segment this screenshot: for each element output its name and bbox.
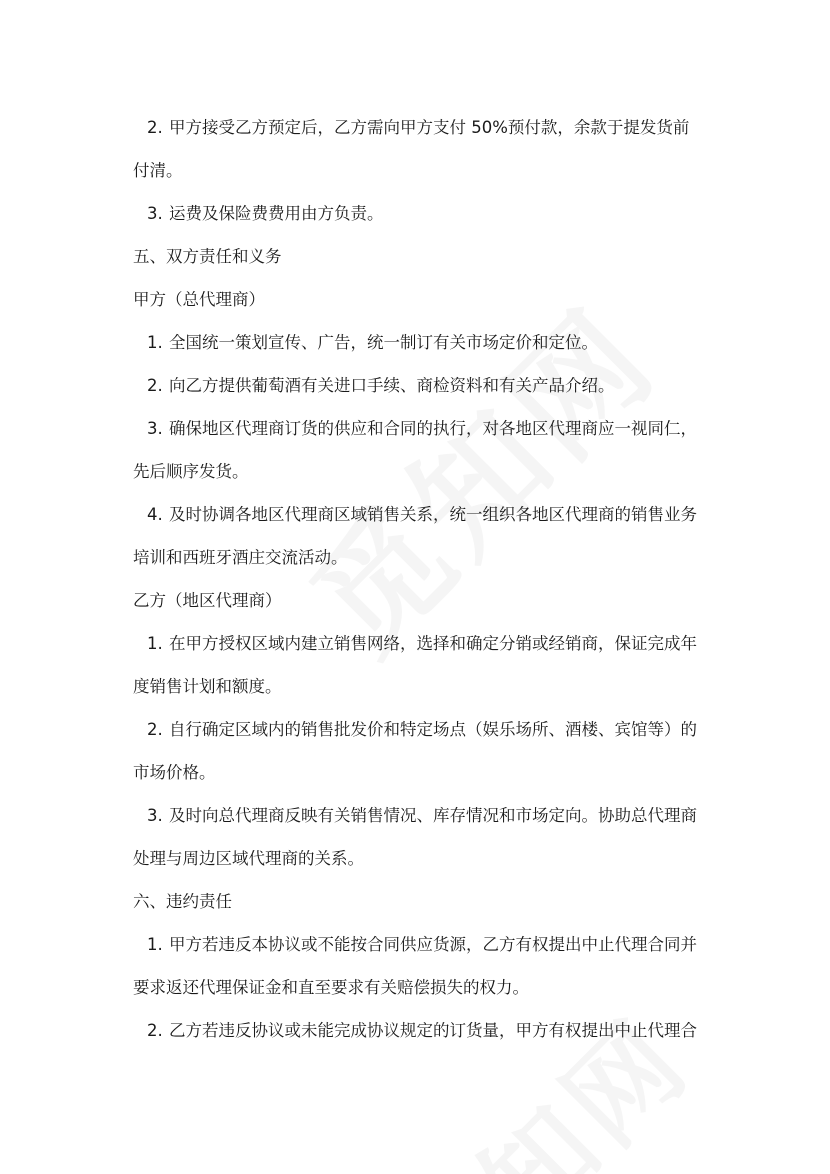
paragraph-line [133,1009,713,1052]
item-number: 2. [147,376,163,395]
line-text: 处理与周边区域代理商的关系。 [133,849,364,868]
line-text: 五、双方责任和义务 [133,247,282,266]
paragraph-line [133,751,713,794]
line-text: 自行确定区域内的销售批发价和特定场点（娱乐场所、酒楼、宾馆等）的 [169,720,697,739]
line-text: 乙方（地区代理商） [133,591,282,610]
document-body [133,106,713,1052]
line-text: 培训和西班牙酒庄交流活动。 [133,548,348,567]
item-number: 3. [147,806,163,825]
line-text: 甲方若违反本协议或不能按合同供应货源，乙方有权提出中止代理合同并 [169,935,697,954]
item-number: 1. [147,333,163,352]
paragraph-line [133,321,713,364]
paragraph-line [133,622,713,665]
line-text: 甲方接受乙方预定后，乙方需向甲方支付 50%预付款，余款于提发货前 [169,118,690,137]
paragraph-line [133,364,713,407]
item-number: 1. [147,634,163,653]
line-text: 甲方（总代理商） [133,290,265,309]
section-heading [133,235,713,278]
item-number: 2. [147,118,163,137]
paragraph-line [133,536,713,579]
line-text: 付清。 [133,161,183,180]
line-text: 及时协调各地区代理商区域销售关系，统一组织各地区代理商的销售业务 [169,505,697,524]
line-text: 要求返还代理保证金和直至要求有关赔偿损失的权力。 [133,978,529,997]
line-text: 向乙方提供葡萄酒有关进口手续、商检资料和有关产品介绍。 [169,376,615,395]
item-number: 2. [147,720,163,739]
item-number: 1. [147,935,163,954]
item-number: 4. [147,505,163,524]
paragraph-line [133,665,713,708]
line-text: 乙方若违反协议或未能完成协议规定的订货量，甲方有权提出中止代理合 [169,1021,697,1040]
line-text: 度销售计划和额度。 [133,677,282,696]
section-heading [133,880,713,923]
line-text: 先后顺序发货。 [133,462,249,481]
paragraph-line [133,837,713,880]
line-text: 及时向总代理商反映有关销售情况、库存情况和市场定向。协助总代理商 [169,806,697,825]
paragraph-line [133,106,713,149]
subsection-heading [133,579,713,622]
paragraph-line [133,149,713,192]
line-text: 全国统一策划宣传、广告，统一制订有关市场定价和定位。 [169,333,598,352]
line-text: 运费及保险费费用由方负责。 [169,204,384,223]
paragraph-line [133,923,713,966]
line-text: 六、违约责任 [133,892,232,911]
paragraph-line [133,966,713,1009]
paragraph-line [133,192,713,235]
paragraph-line [133,450,713,493]
paragraph-line [133,708,713,751]
paragraph-line [133,407,713,450]
item-number: 3. [147,204,163,223]
item-number: 2. [147,1021,163,1040]
subsection-heading [133,278,713,321]
line-text: 在甲方授权区域内建立销售网络，选择和确定分销或经销商，保证完成年 [169,634,697,653]
paragraph-line [133,493,713,536]
item-number: 3. [147,419,163,438]
paragraph-line [133,794,713,837]
line-text: 确保地区代理商订货的供应和合同的执行，对各地区代理商应一视同仁， [169,419,697,438]
line-text: 市场价格。 [133,763,216,782]
